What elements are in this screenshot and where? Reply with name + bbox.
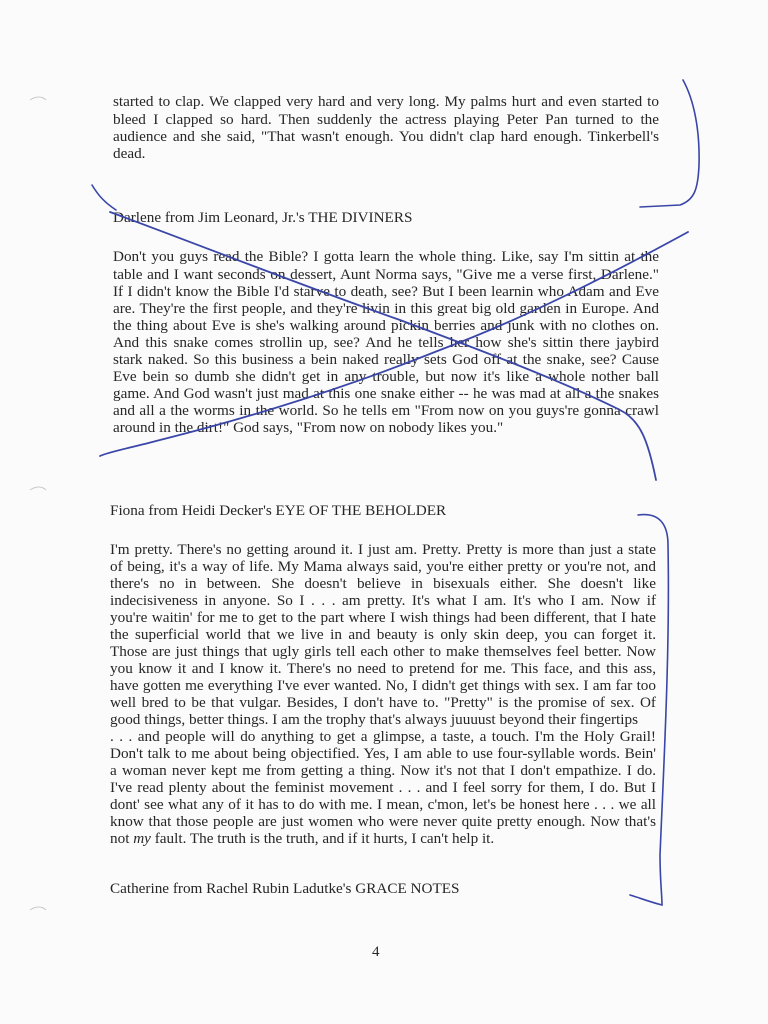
text-line-last	[110, 830, 494, 847]
text-line: a woman never kept me from getting a thing. Now it's not that I don't empathize. I do.	[110, 762, 656, 779]
text-line: have gotten me everything I've ever wanted. No, I didn't get things with sex. I am far too	[110, 677, 656, 694]
text-line: around in the dirt!" God says, "From now on nobody likes you."	[113, 419, 504, 436]
page-number: 4	[372, 944, 380, 960]
text-line: bleed I clapped so hard. Then suddenly the actress playing Peter Pan turned to the	[113, 111, 659, 128]
text-line: indecisiveness in anyone. So I . . . am pretty. It's what I am. It's who I am. Now if	[110, 592, 656, 609]
text-line: there's no in between. She doesn't believe in bisexuals either. She doesn't like	[110, 575, 656, 592]
text-line: know that those people are just women who were never quite pretty enough. Now that's	[110, 813, 656, 830]
text-line: If I didn't know the Bible I'd starve to death, see? But I been learnin who Adam and Eve	[113, 283, 659, 300]
text-line: stark naked. So this business a bein naked really sets God off at the snake, see? Cause	[113, 351, 659, 368]
text-line: well bred to be that vulgar. Besides, I don't have to. "Pretty" is the promise of sex. Of	[110, 694, 656, 711]
margin-smudge	[30, 907, 46, 910]
text-line: you know it and I know it. There's no need to pretend for me. This face, and this ass,	[110, 660, 656, 677]
emphasized-word: my	[133, 830, 151, 847]
monologue-heading-fiona: Fiona from Heidi Decker's EYE OF THE BEHOLDER	[110, 502, 447, 519]
text-line: Don't talk to me about being objectified. Yes, I am able to use four-syllable words. Bein'	[110, 745, 656, 762]
text-line: of being, it's a way of life. My Mama always said, you're either pretty or you're not, and	[110, 558, 656, 575]
monologue-heading-darlene: Darlene from Jim Leonard, Jr.'s THE DIVINERS	[113, 209, 413, 226]
text-line: Those are just things that ugly girls tell each other to make themselves feel better. Now	[110, 643, 656, 660]
text-segment: fault. The truth is the truth, and if it hurts, I can't help it.	[150, 830, 495, 847]
text-line: started to clap. We clapped very hard and very long. My palms hurt and even started to	[113, 93, 659, 110]
text-line: dont' see what any of it has to do with me. I mean, c'mon, let's be honest here . . . we all	[110, 796, 656, 813]
text-line: table and I want seconds on dessert, Aunt Norma says, "Give me a verse first, Darlene."	[113, 266, 659, 283]
text-line: And this snake comes strollin up, see? And he tells her how she's sittin there jaybird	[113, 334, 659, 351]
text-line: good things, better things. I am the trophy that's always juuuust beyond their fingertips	[110, 711, 638, 728]
text-line: I'm pretty. There's no getting around it. I just am. Pretty. Pretty is more than just a state	[110, 541, 656, 558]
text-line: game. And God wasn't just mad at this one snake either -- he was mad at all a the snakes	[113, 385, 659, 402]
margin-smudge	[30, 97, 46, 100]
text-line: the superficial world that we live in and beauty is only skin deep, you can forget it.	[110, 626, 656, 643]
text-line: . . . and people will do anything to get a glimpse, a taste, a touch. I'm the Holy Grail!	[110, 728, 656, 745]
text-line: are. They're the first people, and they're livin in this great big old garden in Europe. And	[113, 300, 659, 317]
text-line: audience and she said, "That wasn't enough. You didn't clap hard enough. Tinkerbell's	[113, 128, 659, 145]
text-line: Eve bein so dumb she didn't get in any trouble, but now it's like a whole nother ball	[113, 368, 659, 385]
text-line: Don't you guys read the Bible? I gotta learn the whole thing. Like, say I'm sittin at the	[113, 248, 659, 265]
monologue-heading-catherine: Catherine from Rachel Rubin Ladutke's GRACE NOTES	[110, 880, 460, 897]
text-line: the thing about Eve is she's walking around pickin berries and junk with no clothes on.	[113, 317, 659, 334]
text-line: and all a the worms in the world. So he tells em "From now on you guys're gonna crawl	[113, 402, 659, 419]
text-line: I've read plenty about the feminist movement . . . and I feel sorry for them, I do. But I	[110, 779, 656, 796]
pen-tick-left	[92, 185, 116, 210]
text-line: dead.	[113, 145, 146, 162]
text-segment: not	[110, 830, 134, 847]
text-line: you're waitin' for me to get to the part where I wish things had been different, that I hate	[110, 609, 656, 626]
margin-smudge	[30, 487, 46, 490]
